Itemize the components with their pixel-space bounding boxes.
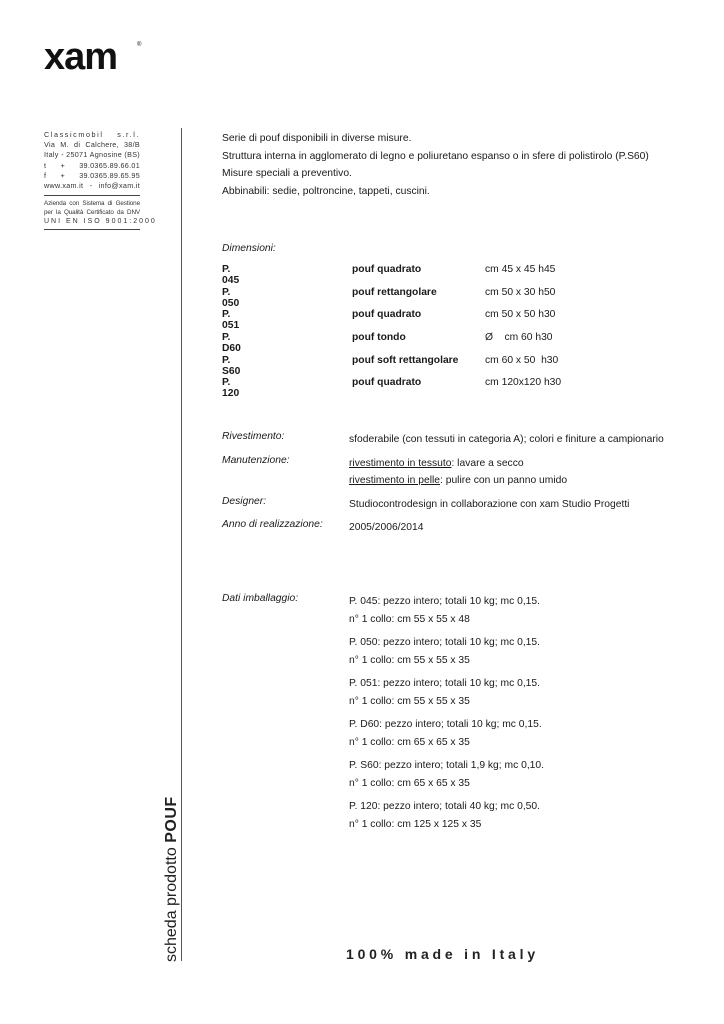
product-code: P. D60 — [222, 332, 241, 355]
product-code: P. S60 — [222, 354, 241, 377]
xam-logo — [44, 38, 144, 79]
company-info — [44, 130, 157, 230]
packaging-line: n° 1 collo: cm 55 x 55 x 35 — [349, 654, 470, 666]
packaging-label: Dati imballaggio: — [222, 593, 299, 604]
product-size: cm 45 x 45 h45 — [485, 264, 556, 275]
packaging-line: P. 120: pezzo intero; totali 40 kg; mc 0,50. — [349, 801, 540, 812]
product-size: Ø cm 60 h30 — [485, 332, 553, 344]
product-sheet-title — [163, 796, 181, 962]
anno-label: Anno di realizzazione: — [222, 519, 323, 530]
manutenzione-value — [349, 455, 567, 489]
product-name: pouf quadrato — [352, 309, 422, 321]
certification-line-1: Azienda con Sistema di Gestione — [44, 200, 140, 208]
product-code: P. 051 — [222, 309, 240, 332]
made-in-italy: 100% made in Italy — [346, 946, 539, 962]
intro-line: Serie di pouf disponibili in diverse misure. — [222, 133, 412, 144]
packaging-item — [349, 593, 544, 634]
packaging-item — [349, 757, 544, 798]
company-phone: t + 39.0365.89.66.01 — [44, 160, 140, 170]
product-code: P. 120 — [222, 377, 240, 400]
product-name: pouf quadrato — [352, 377, 422, 389]
product-size: cm 60 x 50 h30 — [485, 354, 559, 366]
company-fax: f + 39.0365.89.65.95 — [44, 170, 140, 180]
product-name: pouf tondo — [352, 332, 406, 344]
designer-label: Designer: — [222, 496, 267, 507]
packaging-line: n° 1 collo: cm 65 x 65 x 35 — [349, 736, 470, 748]
designer-value: Studiocontrodesign in collaborazione con xam Studio Progetti — [349, 499, 630, 510]
divider — [44, 229, 140, 230]
company-address-street: Via M. di Calchere, 38/B — [44, 140, 140, 150]
product-code: P. 050 — [222, 286, 240, 309]
product-sheet-name: POUF — [163, 796, 180, 843]
packaging-line: n° 1 collo: cm 55 x 55 x 35 — [349, 695, 470, 707]
product-size: cm 120x120 h30 — [485, 377, 562, 389]
intro-text — [222, 130, 649, 200]
care-fabric-text: : lavare a secco — [451, 458, 524, 469]
product-sheet-prefix: scheda prodotto — [163, 847, 180, 962]
packaging-line: P. 051: pezzo intero; totali 10 kg; mc 0,15. — [349, 678, 540, 689]
care-leather-text: : pulire con un panno umido — [440, 475, 568, 486]
packaging-item — [349, 675, 544, 716]
packaging-item — [349, 798, 544, 839]
care-fabric-link: rivestimento in tessuto — [349, 458, 452, 469]
packaging-line: P. S60: pezzo intero; totali 1,9 kg; mc 0,10. — [349, 760, 544, 771]
product-name: pouf soft rettangolare — [352, 354, 459, 366]
packaging-line: P. D60: pezzo intero; totali 10 kg; mc 0,15. — [349, 719, 542, 730]
company-name: Classicmobil s.r.l. — [44, 130, 140, 139]
manutenzione-label: Manutenzione: — [222, 455, 290, 466]
divider — [44, 195, 140, 196]
product-name: pouf quadrato — [352, 264, 422, 275]
rivestimento-label: Rivestimento: — [222, 431, 285, 442]
company-web: www.xam.it - info@xam.it — [44, 181, 140, 191]
product-size: cm 50 x 30 h50 — [485, 286, 556, 298]
intro-line: Struttura interna in agglomerato di legno e poliuretano espanso o in sfere di polistirolo (P.S60) — [222, 150, 649, 162]
dimensions-label: Dimensioni: — [222, 243, 276, 254]
logo-registered-mark: ® — [137, 42, 142, 48]
certification-line-2: per la Qualità Certificato da DNV — [44, 209, 140, 217]
packaging-item — [349, 716, 544, 757]
packaging-item — [349, 634, 544, 675]
packaging-line: n° 1 collo: cm 55 x 55 x 48 — [349, 613, 470, 625]
certification-standard: UNI EN ISO 9001:2000 — [44, 218, 157, 226]
packaging-list — [349, 593, 544, 839]
packaging-line: P. 045: pezzo intero; totali 10 kg; mc 0,15. — [349, 596, 540, 607]
packaging-line: n° 1 collo: cm 125 x 125 x 35 — [349, 818, 482, 830]
packaging-line: n° 1 collo: cm 65 x 65 x 35 — [349, 777, 470, 789]
intro-line: Abbinabili: sedie, poltroncine, tappeti, cuscini. — [222, 185, 430, 197]
anno-value: 2005/2006/2014 — [349, 522, 424, 533]
logo-text: xam — [44, 38, 118, 74]
rivestimento-value: sfoderabile (con tessuti in categoria A); colori e finiture a campionario — [349, 434, 664, 445]
intro-line: Misure speciali a preventivo. — [222, 168, 352, 179]
product-size: cm 50 x 50 h30 — [485, 309, 556, 321]
company-address-city: Italy - 25071 Agnosine (BS) — [44, 150, 140, 160]
vertical-divider — [181, 128, 182, 961]
care-leather-link: rivestimento in pelle — [349, 475, 440, 486]
product-code: P. 045 — [222, 264, 240, 286]
product-name: pouf rettangolare — [352, 286, 437, 298]
packaging-line: P. 050: pezzo intero; totali 10 kg; mc 0,15. — [349, 637, 540, 648]
